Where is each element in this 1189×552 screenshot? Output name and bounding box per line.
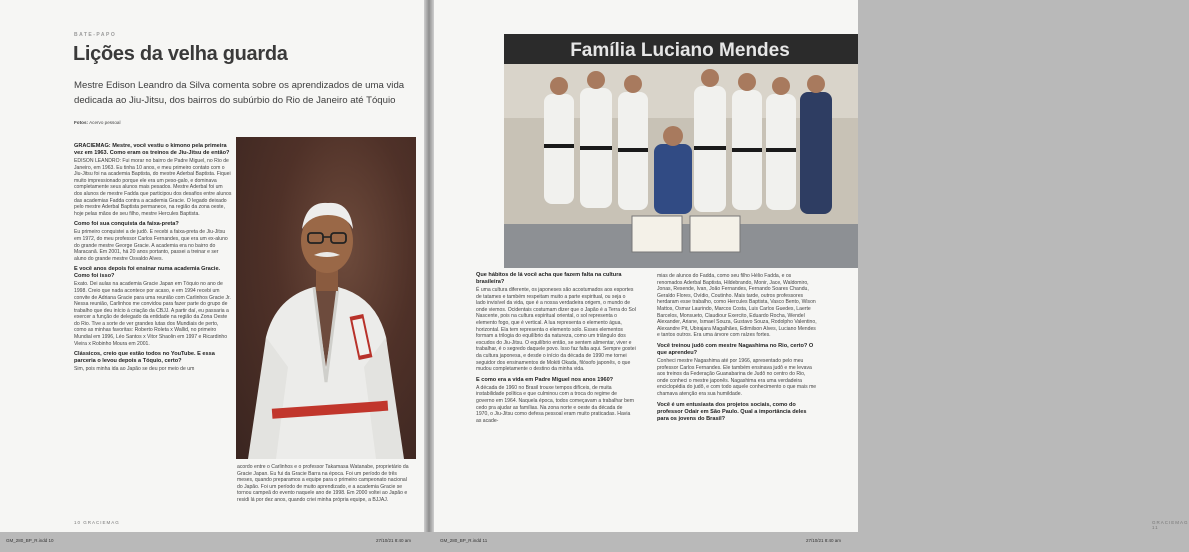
interview-question: Você é um entusiasta dos projetos sociais, como do professor Odair em São Paulo. Qual a importância deles para os jovens do Brasil? bbox=[657, 401, 807, 422]
section-kicker: BATE-PAPO bbox=[74, 32, 117, 38]
team-photo bbox=[504, 34, 858, 268]
article-lead: Mestre Edison Leandro da Silva comenta sobre os aprendizados de uma vida dedicada ao Jiu-Jitsu, dos bairros do subúrbio do Rio de Janeiro até Tóquio bbox=[74, 80, 405, 106]
interview-question: E você anos depois foi ensinar numa academia Gracie. Como foi isso? bbox=[74, 266, 221, 280]
interview-answer: Conheci mestre Nagashima até por 1966, apresentado pelo meu professor Carlos Fernandes. Ele também ensinava judô e me levava aos treinos da Federação Guanabarina de Judô no centro do Rio, onde conheci o mestre japonês. Nagashima era uma verdadeira enciclopédia do judô, e com todo aquele conhecimento o que mais me chamava atenção era sua humildade. bbox=[657, 357, 817, 397]
print-slug-left-date: 27/10/21 8:40 am bbox=[376, 538, 412, 543]
photo-credit-value: Acervo pessoal bbox=[89, 120, 121, 125]
interview-question: Você treinou judô com mestre Nagashima no Rio, certo? O que aprendeu? bbox=[657, 342, 814, 356]
interview-answer: Sim, pois minha ida ao Japão se deu por meio de um bbox=[74, 366, 195, 373]
interview-question: Que hábitos de lá você acha que fazem falta na cultura brasileira? bbox=[476, 272, 622, 285]
page-folio-right: GRACIEMAG 11 bbox=[1152, 520, 1189, 530]
interview-question: Como foi sua conquista da faixa-preta? bbox=[74, 221, 179, 228]
interview-answer: É uma cultura diferente, os japoneses são acostumados aos esportes de tatames e também respeitam muito a parte espiritual, ou seja o lado invisível da vida, que é a nossa verdadeira origem, o mundo de onde viemos. Ocidentais costumam dizer que o Japão é a Terra do Sol Nascente, pois na cultura espiritual oriental, o sol representa o elemento fogo, que é vertical. A lua representa o elemento água, horizontal. Ela tem representa o elemento solo. Esses elementos formam a trilogia do equilíbrio da natureza, como um triângulo dos escudos do Jiu-Jitsu. O equilíbrio então, se sentem alimentar, viver e trabalhar, é o segredo daquele povo. Isso faz falta aqui. Sempre gostei da cultura japonesa, e desde o início da década de 1990 me tornei seguidor dos ensinamentos de Mokiti Okada, filósofo japonês, o que mudou completamente o destino da minha vida. bbox=[476, 287, 636, 373]
team-banner-text: Família Luciano Mendes bbox=[570, 40, 790, 61]
portrait-photo bbox=[236, 137, 416, 459]
interview-answer: Exato. Dei aulas na academia Gracie Japan em Tóquio no ano de 1998. Creio que nada acontece por acaso, e em 1994 recebi um convite de Adriana Gracie para uma reunião com Carlinhos Gracie Jr. Nessa reunião, Carlinhos me convidou para fazer parte do grupo de trabalho que deu início à criação da CBJJ. A partir daí, eu passaria a exercer a função de delegado da entidade na região da Zona Oeste do Rio. Tive a sorte de ver grandes lutas dos Mundiais de perto, como as minhas favoritas: Roberto Roleta x Wallid, no primeiro Mundial em 1996, Léo Santos x Vitor Shaolin em 1997 e Ricardinho Vieira x Robinho Moura em 2001. bbox=[74, 281, 231, 347]
right-text-column-2 bbox=[657, 272, 817, 423]
continuation-text: acordo entre o Carlinhos e o professor Takamasa Watanabe, proprietário da Gracie Japan. Eu fui da Gracie Barra na época. Foi um período de três meses, quando preparamos a equipe para o primeiro campeonato nacional do Japão. Foi um período de muito aprendizado, e a academia Gracie se tornou campeã do evento naquele ano de 1998. Em 2000 voltei ao Japão e residi lá por dez anos, quando criei minha própria equipe, a BJJAJ. bbox=[237, 464, 409, 503]
interview-answer: mias de alunos do Fadda, como seu filho Hélio Fadda, e os renomados Aderbal Baptista, Hildebrando, Monir, Jace, Waldomiro, Jonas, Resende, Ivan, João Fernandes, Fernando Soares Chandu, Geraldo Flores, Ovídio, Coutinho. Mais tarde, outros professores herdaram esse trabalho, como Hercules Baptista, Vasco Bento, Wison Mattos, Osmar Laurindo, Marcos Costa, Luis Carlos Guedes, Laerte Barcelos, Monsueto, Claudiour Exercito, Eduardo Rocha, Wendel Alexander, Ariane, Ismael Souza, Gustavo Souza, Rodolpho Valentino, Alexandre Pit, Ubirajara Magalhães, Edimilson Alves, Luciano Mendes e tantos outros. Era uma árvore com raízes fortes. bbox=[657, 273, 817, 339]
right-page bbox=[434, 0, 1189, 532]
interview-question: GRACIEMAG: Mestre, você vestiu o kimono pela primeira vez em 1963. Como eram os treinos de Jiu-Jitsu de então? bbox=[74, 143, 230, 156]
right-text-column-1 bbox=[476, 272, 636, 424]
photo-credit-label: Fotos: bbox=[74, 120, 89, 125]
interview-answer: A década de 1960 no Brasil trouxe tempos difíceis, de muita instabilidade política e que culminou com a troca do regime de governo em 1964. Naquela época, todos começavam a trabalhar bem cedo pra ajudar as famílias. Na zona norte e oeste da década de 1970, o Jiu-Jitsu como defesa pessoal eram muito praticadas. Havia as acade- bbox=[476, 384, 635, 424]
team-photo-illustration bbox=[504, 34, 858, 268]
print-slug-right-date: 27/10/21 8:40 am bbox=[806, 538, 842, 543]
interview-answer: EDISON LEANDRO: Fui morar no bairro de Padre Miguel, no Rio de Janeiro, em 1963. Eu tinha 10 anos, e meu primeiro contato com o Jiu-Jitsu foi na academia Baptista, do mestre Aderbal Baptista. Fiquei muito impressionado porque ele era um peso-galo, e dominava completamente seus alunos mais pesados. Mestre Aderbal foi um dos alunos de mestre Fadda que participou dos desafios entre alunos das academias Fadda contra a academia Gracie. O legado deixado pelo mestre Aderbal Baptista permanece, na região da zona oeste, hoje pelas mãos de seu filho, mestre Hercules Baptista. bbox=[74, 158, 232, 217]
page-folio-left: 10 GRACIEMAG bbox=[74, 520, 120, 525]
photo-credit bbox=[74, 120, 121, 125]
print-slug-left-file: GM_280_BP_R.indd 10 bbox=[6, 538, 54, 543]
left-page bbox=[0, 0, 424, 532]
left-continuation-column bbox=[237, 463, 413, 504]
left-text-column bbox=[74, 143, 232, 373]
interview-answer: Eu primeiro conquistei a de judô. E recebi a faixa-preta de Jiu-Jitsu em 1972, do meu professor Carlos Fernandes, que era um ex-aluno do grande mestre George Gracie. A academia era no bairro do Maracanã. Em 2001, há 20 anos portanto, passei a treinar e ser aluno do grande mestre Osvaldo Alves. bbox=[74, 229, 228, 262]
interview-question: E como era a vida em Padre Miguel nos anos 1960? bbox=[476, 376, 614, 383]
article-title: Lições da velha guarda bbox=[73, 43, 288, 65]
portrait-illustration bbox=[236, 137, 416, 459]
interview-question: Clássicos, creio que estão todos no YouTube. E essa parceria o levou depois a Tóquio, certo? bbox=[74, 351, 215, 365]
spine-gutter bbox=[424, 0, 434, 532]
print-slug-right-file: GM_280_BP_R.indd 11 bbox=[440, 538, 488, 543]
